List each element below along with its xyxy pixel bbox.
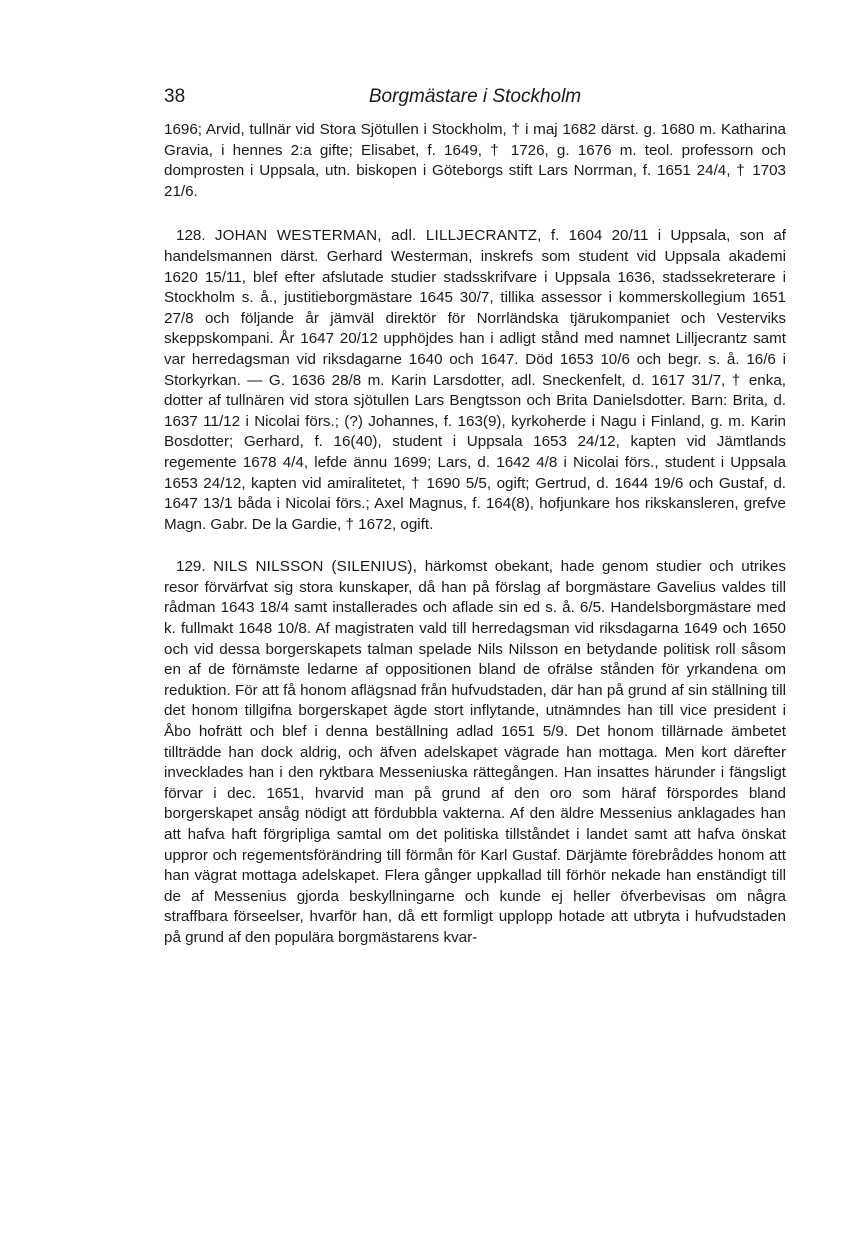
entry-text: f. 1604 20/11 i Uppsala, son af handelsmannen därst. Gerhard Westerman, inskrefs som student vid Uppsala akademi 1620 15/11, blef efter afslutade studier stadsskrifvare i Uppsala 1636, stadssekreterare i Stockholm s. å., justitieborgmästare 1645 30/7, tillika assessor i kommerskollegium 1651 27/8 och följande år jämväl direktör för Norrländska tjärukompaniet och Vesterviks skeppskompani. År 1647 20/12 upphöjdes han i adligt stånd med namnet Lilljecrantz samt var herredagsman vid riksdagarne 1640 och 1647. Död 1653 10/6 och begr. s. å. 16/6 i Storkyrkan. — G. 1636 28/8 m. Karin Larsdotter, adl. Sneckenfelt, d. 1617 31/7, † enka, dotter af tullnären vid stora sjötullen Lars Bengtsson och Brita Danielsdotter. Barn: Brita, d. 1637 11/12 i Nicolai förs.; (?) Johannes, f. 163(9), kyrkoherde i Nagu i Finland, g. m. Karin Bosdotter; Gerhard, f. 16(40), student i Uppsala 1653 24/12, kapten vid Jämtlands regemente 1678 4/4, lefde ännu 1699; Lars, d. 1642 4/8 i Nicolai förs., student i Uppsala 1653 24/12, kapten vid amiralitetet, † 1690 5/5, ogift; Gertrud, d. 1644 19/6 och Gustaf, d. 1647 13/1 båda i Nicolai förs.; Axel Magnus, f. 164(8), hofjunkare hos rikskansleren, grefve Magn. Gabr. De la Gardie, † 1672, ogift. [164,227,786,533]
entry-text: härkomst obekant, hade genom studier och utrikes resor förvärfvat sig stora kunskaper, då han på förslag af borgmästare Gavelius valdes till rådman 1643 18/4 samt installerades och aflade sin ed s. å. 6/5. Handelsborgmästare med k. fullmakt 1648 10/8. Af magistraten vald till herredagsman vid riksdagarna 1649 och 1650 och vid dessa borgerskapets talman spelade Nils Nilsson en betydande politisk roll såsom en af de förnämste ledarne af oppositionen bland de ofrälse stånden för yrkandena om reduktion. För att få honom aflägsnad från hufvudstaden, där han på grund af sin ställning till det honom tillgifna borgerskapet ägde stort inflytande, utnämndes han till vice president i Åbo hofrätt och blef i denna beställning adlad 1651 5/9. Det honom tillärnade ämbetet tillträdde han dock aldrig, och äfven adelskapet vägrade han mottaga. Men kort därefter invecklades han i den ryktbara Messeniuska rättegången. Han insattes härunder i fängsligt förvar i dec. 1651, hvarvid man på grund af den oro som häraf förspordes bland borgerskapet ansåg nödigt att fördubbla vakterna. Af den äldre Messenius anklagades han att hafva haft förgripliga samtal om det politiska tillståndet i landet samt att hafva önskat uppror och regementsförändring till förmån för Karl Gustaf. Därjämte förebråddes honom att han vägrat mottaga adelskapet. Flera gånger uppkallad till förhör nekade han enständigt till de af Messenius gjorda beskyllningarne och kunde ej heller öfverbevisas om några straffbara förseelser, hvarför han, då ett formligt upplopp hotade att utbryta i hufvudstaden på grund af den populära borgmästarens kvar- [164,558,786,946]
entry-number: 128. [176,227,206,245]
entry-title: JOHAN WESTERMAN, adl. LILLJECRANTZ, [214,227,542,245]
entry-title: NILS NILSSON (SILENIUS), [213,558,418,576]
page-header [164,86,786,116]
page [164,86,786,949]
continuation-paragraph: 1696; Arvid, tullnär vid Stora Sjötullen i Stockholm, † i maj 1682 därst. g. 1680 m. Katharina Gravia, i hennes 2:a gifte; Elisabet, f. 1649, † 1726, g. 1676 m. teol. professorn och domprosten i Uppsala, utn. biskopen i Göteborgs stift Lars Norrman, f. 1651 24/4, † 1703 21/6. [164,121,786,200]
body-text [164,120,786,949]
page-number: 38 [164,86,186,107]
entry-129 [164,557,786,948]
running-title: Borgmästare i Stockholm [368,86,582,107]
entry-128 [164,226,786,535]
entry-number: 129. [176,558,206,576]
